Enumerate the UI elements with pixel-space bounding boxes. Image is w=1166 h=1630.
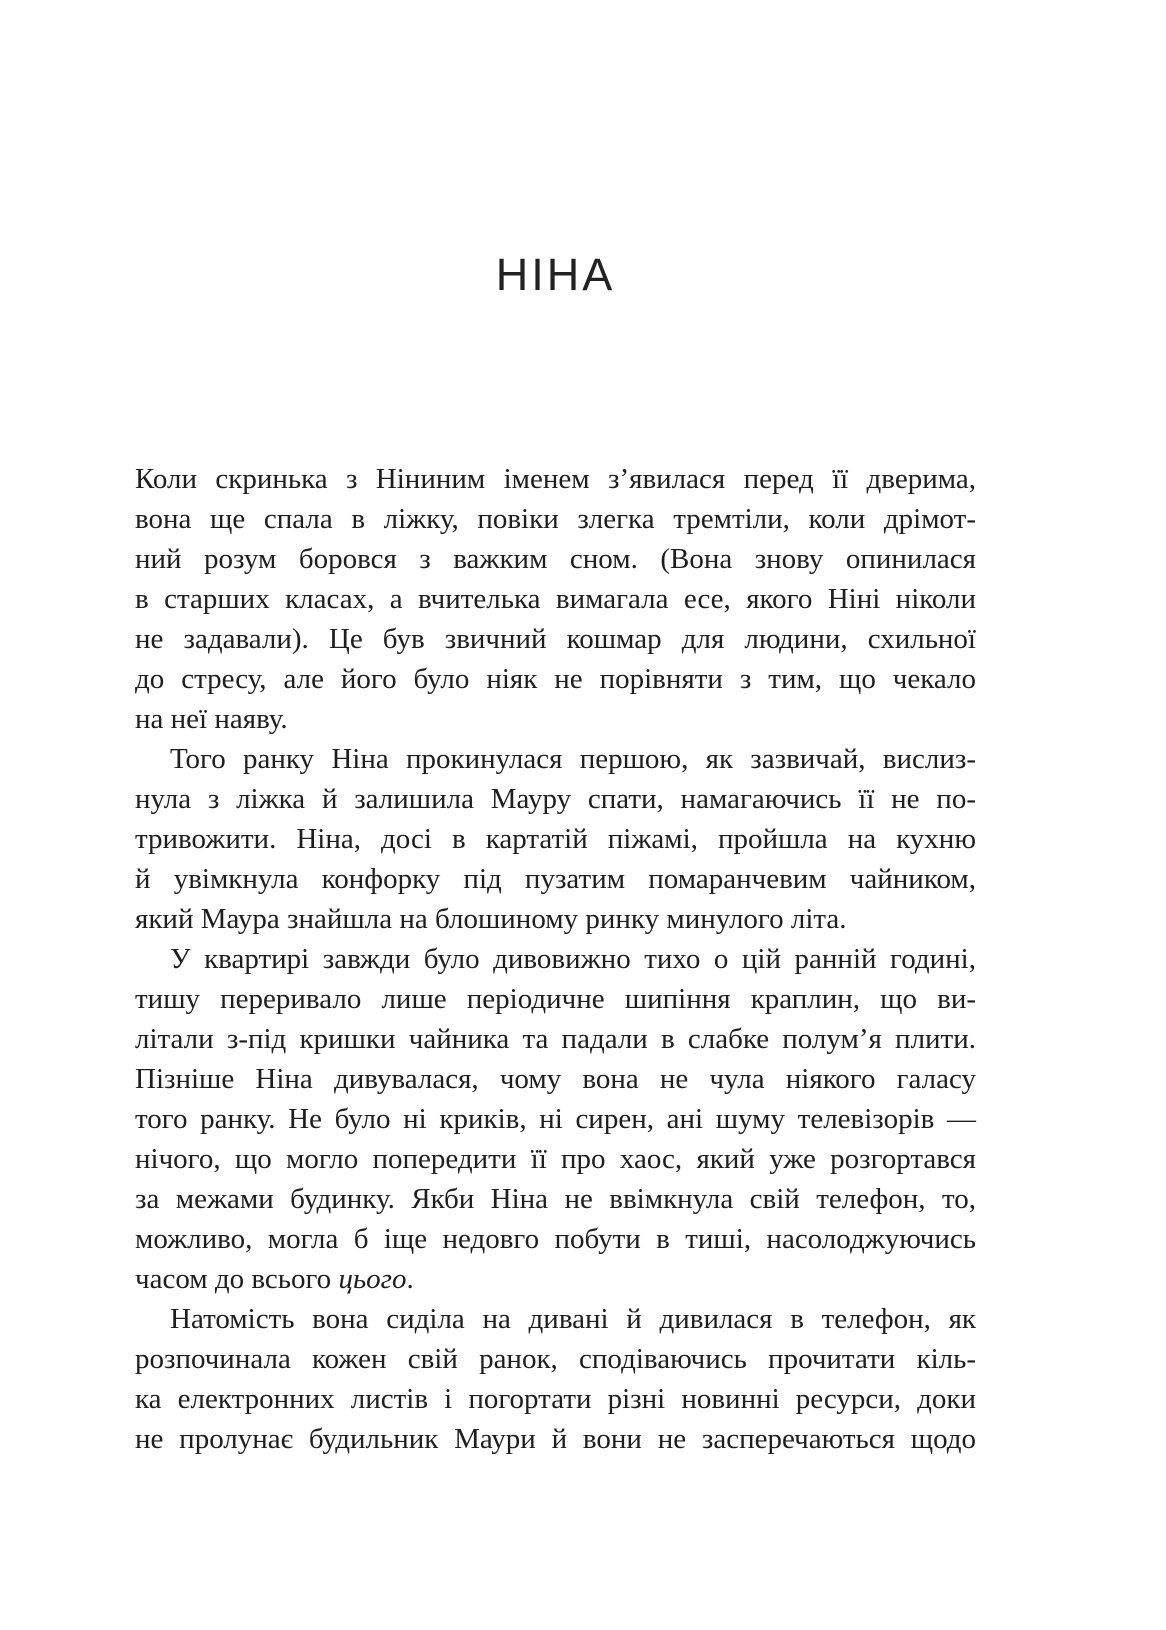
paragraph — [135, 459, 976, 739]
text-segment: У квартирі завжди було дивовижно тихо о цій ранній годині, — [170, 943, 976, 975]
text-segment: можливо, могла б іще недовго побути в тиші, насолоджуючись — [135, 1223, 976, 1255]
text-line — [135, 459, 976, 499]
text-segment: Пізніше Ніна дивувалася, чому вона не чула ніякого галасу — [135, 1063, 976, 1095]
text-line — [135, 619, 976, 659]
text-segment: тишу переривало лише періодичне шипіння краплин, що ви- — [135, 983, 976, 1015]
text-line — [135, 579, 976, 619]
text-line — [135, 539, 976, 579]
text-segment: нула з ліжка й залишила Мауру спати, намагаючись її не по- — [135, 783, 976, 815]
text-segment: не пролунає будильник Маури й вони не засперечаються щодо — [135, 1423, 976, 1455]
text-segment: того ранку. Не було ні криків, ні сирен, ані шуму телевізорів — — [135, 1103, 976, 1135]
text-line — [135, 779, 976, 819]
paragraph — [135, 739, 976, 939]
italic-text: цього — [338, 1263, 407, 1295]
text-segment: нічого, що могло попередити її про хаос, який уже розгортався — [135, 1143, 976, 1175]
text-segment: до стресу, але його було ніяк не порівняти з тим, що чекало — [135, 663, 976, 695]
text-line — [135, 1059, 976, 1099]
text-segment: . — [406, 1263, 414, 1295]
page-body — [135, 459, 976, 1459]
text-line — [135, 499, 976, 539]
text-segment: ний розум боровся з важким сном. (Вона знову опинилася — [135, 543, 976, 575]
text-line — [135, 979, 976, 1019]
text-line — [135, 1379, 976, 1419]
text-line — [135, 1339, 976, 1379]
text-line — [135, 1259, 976, 1299]
text-segment: в старших класах, а вчителька вимагала есе, якого Ніні ніколи — [135, 583, 976, 615]
text-segment: Натомість вона сиділа на дивані й дивилася в телефон, як — [170, 1303, 976, 1335]
text-segment: літали з-під кришки чайника та падали в слабке полум’я плити. — [135, 1023, 976, 1055]
text-segment: Коли скринька з Ніниним іменем з’явилася перед її дверима, — [135, 463, 976, 495]
text-segment: який Маура знайшла на блошиному ринку минулого літа. — [135, 903, 847, 935]
text-segment: не задавали). Це був звичний кошмар для людини, схильної — [135, 623, 976, 655]
text-segment: на неї наяву. — [135, 703, 288, 735]
paragraph — [135, 939, 976, 1299]
text-line — [135, 1099, 976, 1139]
text-segment: розпочинала кожен свій ранок, сподіваючись прочитати кіль- — [135, 1343, 976, 1375]
text-line — [135, 1139, 976, 1179]
text-line — [135, 1179, 976, 1219]
text-line — [135, 939, 976, 979]
text-line — [135, 659, 976, 699]
chapter-title: НІНА — [495, 249, 616, 300]
text-segment: й увімкнула конфорку під пузатим помаранчевим чайником, — [135, 863, 976, 895]
text-segment: Того ранку Ніна прокинулася першою, як зазвичай, вислиз- — [170, 743, 976, 775]
text-line — [135, 1019, 976, 1059]
text-line — [135, 699, 976, 739]
text-line — [135, 1419, 976, 1459]
text-segment: вона ще спала в ліжку, повіки злегка тремтіли, коли дрімот- — [135, 503, 976, 535]
text-segment: часом до всього — [135, 1263, 339, 1295]
text-segment: ка електронних листів і погортати різні новинні ресурси, доки — [135, 1383, 976, 1415]
text-line — [135, 899, 976, 939]
text-line — [135, 819, 976, 859]
text-segment: за межами будинку. Якби Ніна не ввімкнула свій телефон, то, — [135, 1183, 976, 1215]
text-line — [135, 739, 976, 779]
paragraph — [135, 1299, 976, 1459]
text-line — [135, 859, 976, 899]
text-segment: тривожити. Ніна, досі в картатій піжамі, пройшла на кухню — [135, 823, 976, 855]
text-line — [135, 1299, 976, 1339]
text-line — [135, 1219, 976, 1259]
